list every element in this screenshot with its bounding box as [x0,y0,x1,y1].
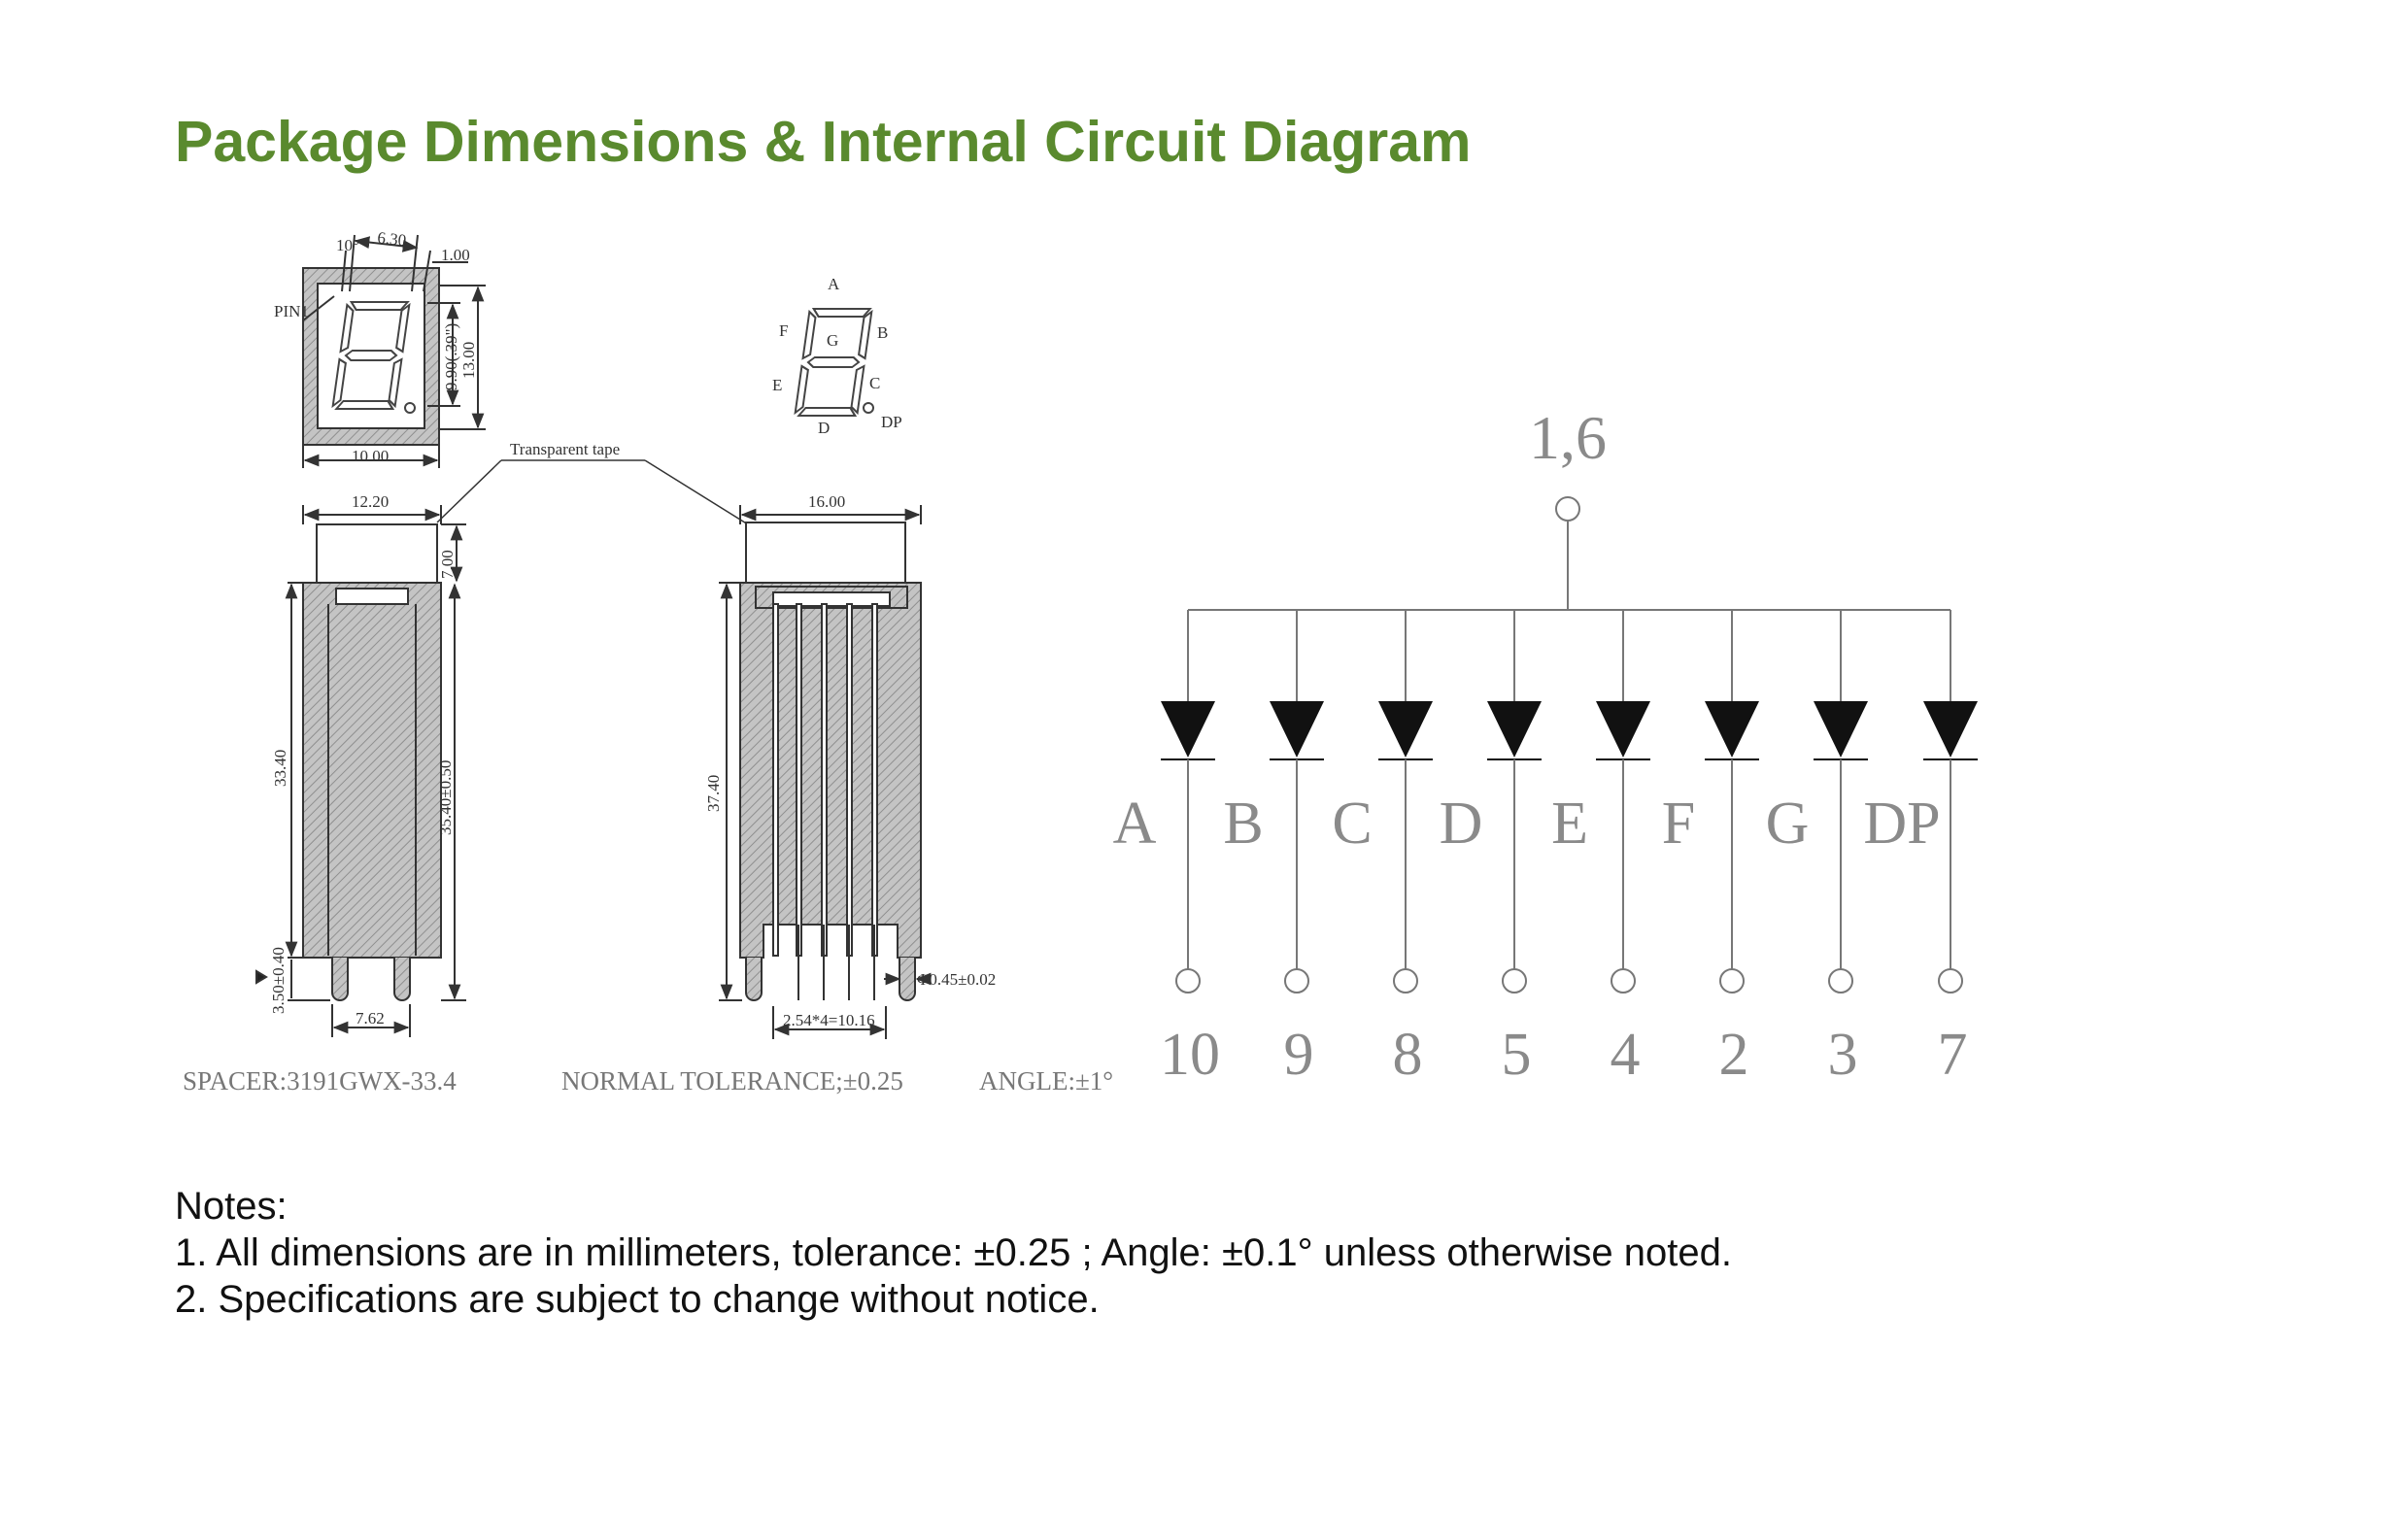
diode-f [1662,610,1759,1088]
side-body-left [303,583,441,958]
side-slot-left [336,589,408,604]
side-body-right [740,583,921,958]
label-pin-diameter: Φ0.45±0.02 [917,970,997,989]
pin-node [1285,969,1308,993]
pin-number: 9 [1283,1022,1314,1088]
pin-number: 7 [1937,1022,1968,1088]
pin-number: 4 [1610,1022,1641,1088]
label-digit-height: 9.90(.39") [442,322,460,390]
seg-label-c: C [869,374,881,392]
diode-c [1332,610,1433,1088]
label-transparent-tape: Transparent tape [510,440,621,458]
seg-label-dp: DP [881,413,902,431]
label-height: 13.00 [459,341,478,379]
segment-map-dp [864,403,873,413]
circuit-diagram [1113,403,1978,1088]
pin-number: 8 [1392,1022,1423,1088]
segment-label: DP [1863,791,1941,857]
diode-symbol [1378,701,1433,758]
diode-d [1440,610,1542,1088]
label-pin1: PIN1 [274,302,309,320]
tape-right [746,522,905,585]
label-pin-spacing: 7.62 [356,1009,385,1028]
segment-label: A [1112,791,1157,857]
segment-label: C [1332,791,1373,857]
label-pin-pitch: 2.54*4=10.16 [783,1011,875,1029]
diode-symbol [1705,701,1759,758]
label-tolerance: NORMAL TOLERANCE;±0.25 [561,1066,903,1095]
note-item: 2. Specifications are subject to change without notice. [175,1278,1100,1321]
label-tape-height: 7.00 [438,550,457,579]
diode-g [1766,610,1868,1088]
label-angle-tolerance: ANGLE:±1° [979,1066,1114,1095]
segment-label: D [1439,791,1483,857]
page-title: Package Dimensions & Internal Circuit Diagram [175,110,1472,174]
common-pin-label: 1,6 [1529,403,1607,472]
segment-map-labels [772,275,902,437]
pin-number: 3 [1827,1022,1858,1088]
label-body-height: 33.40 [271,749,289,787]
segment-map-digit [795,309,871,416]
pin-node [1611,969,1635,993]
pin-node [1503,969,1526,993]
label-side-width-right: 16.00 [808,492,846,511]
tape-leader [437,460,748,524]
notes-heading: Notes: [175,1185,288,1228]
segment-label: E [1551,791,1588,857]
diode-symbol [1161,701,1215,758]
label-segment-width: 6.30 [376,228,408,251]
seg-label-d: D [818,419,831,437]
seg-label-f: F [779,321,789,340]
label-total-height-right: 37.40 [704,774,723,812]
label-angle: 10° [336,236,359,254]
side-view-right [719,505,931,1039]
label-spacer: SPACER:3191GWX-33.4 [183,1066,457,1095]
diode-symbol [1487,701,1542,758]
label-side-width-left: 12.20 [352,492,390,511]
seg-label-g: G [827,331,839,350]
diode-symbol [1923,701,1978,758]
segment-label: G [1765,791,1810,857]
diode-symbol [1814,701,1868,758]
tape-left [317,524,437,585]
seg-label-a: A [828,275,840,293]
pin-number: 10 [1160,1022,1220,1088]
diode-symbol [1270,701,1324,758]
pin-node [1394,969,1417,993]
segment-label: B [1223,791,1264,857]
pin-node [1829,969,1852,993]
label-total-height-left: 35.40±0.50 [436,759,455,835]
pin-number: 5 [1501,1022,1532,1088]
diode-e [1551,610,1650,1088]
seg-label-b: B [877,323,889,342]
pin-node [1176,969,1200,993]
label-segment-stroke: 1.00 [441,246,470,264]
seg-label-e: E [772,376,783,394]
diode-symbol [1596,701,1650,758]
diode-dp [1863,610,1978,1088]
drawing-footer [183,1066,1113,1095]
pin-node [1720,969,1744,993]
diode-array [1113,610,1978,1088]
label-pin-length: 3.50±0.40 [269,947,288,1014]
pin-node [1939,969,1962,993]
pin-number: 2 [1718,1022,1749,1088]
segment-label: F [1661,791,1696,857]
diode-a [1113,610,1220,1088]
notes [175,1183,1732,1323]
common-pin-node [1556,497,1579,521]
diode-b [1223,610,1324,1088]
label-width: 10.00 [352,447,390,465]
note-item: 1. All dimensions are in millimeters, tolerance: ±0.25 ; Angle: ±0.1° unless otherwise noted. [175,1231,1732,1274]
